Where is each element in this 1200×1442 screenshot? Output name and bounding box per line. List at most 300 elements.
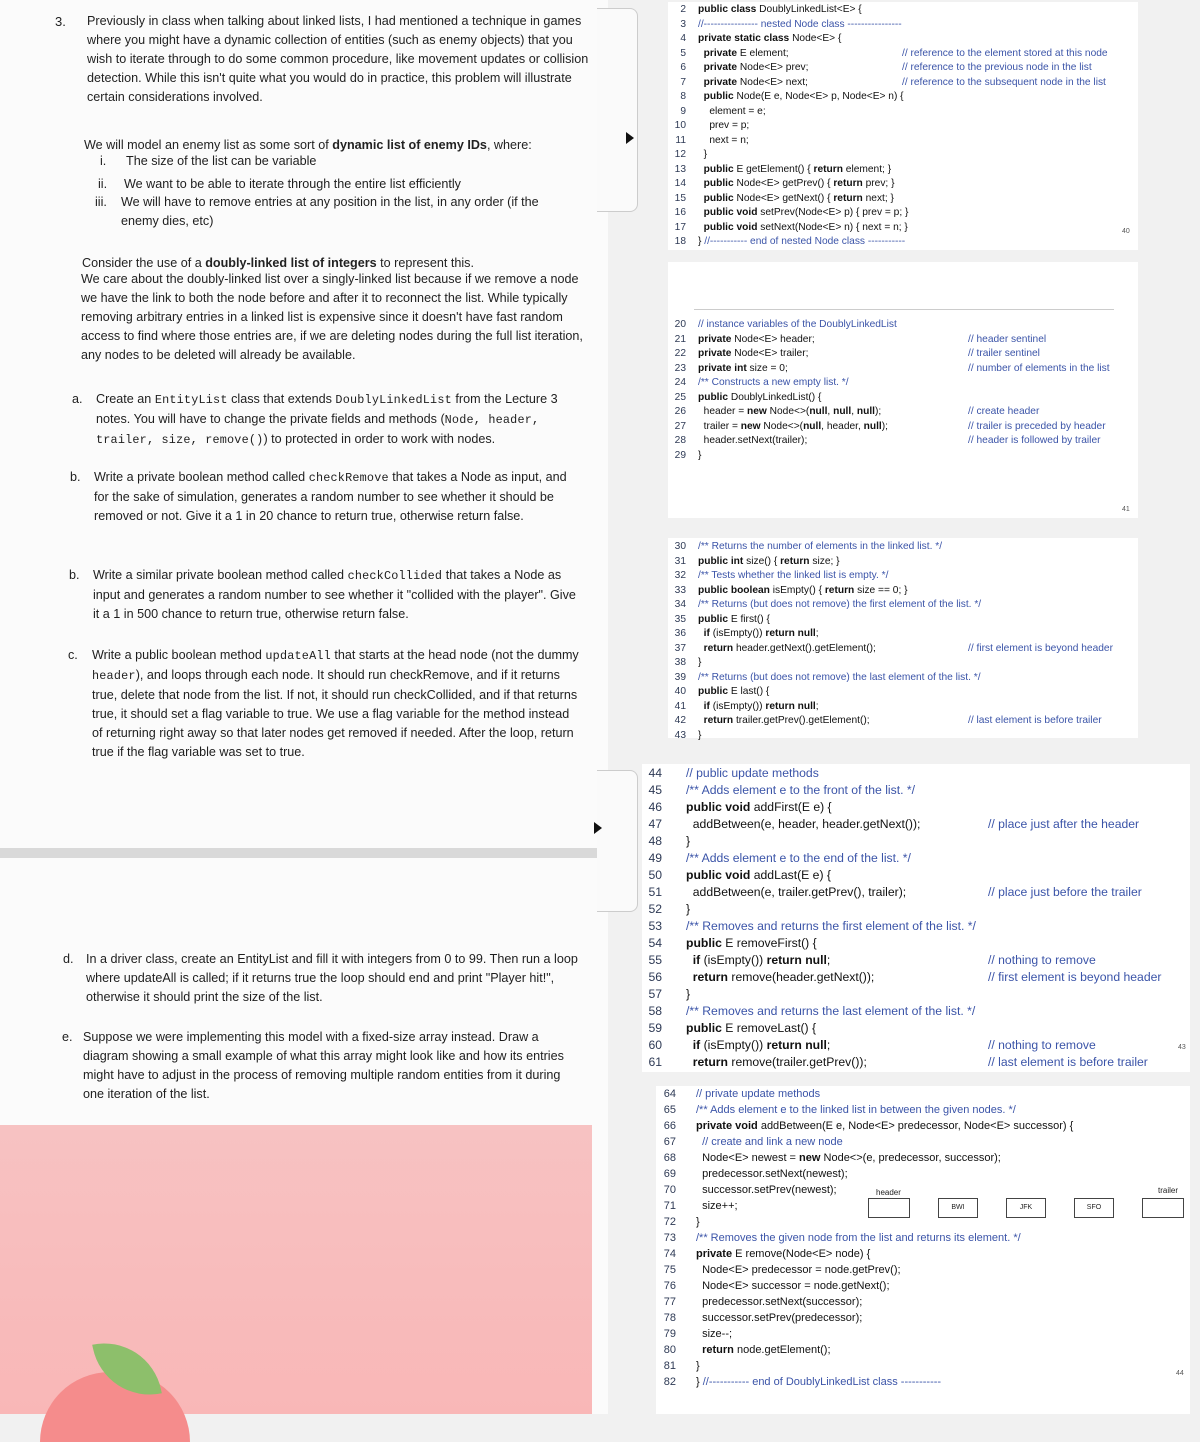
line-number: 3 — [680, 18, 686, 30]
code-text: predecessor.setNext(successor); — [696, 1296, 863, 1308]
code-line — [642, 834, 1190, 851]
code-line — [668, 19, 1138, 34]
line-number: 35 — [674, 613, 686, 625]
line-number: 68 — [663, 1152, 676, 1164]
code-line — [642, 1055, 1190, 1072]
line-number: 60 — [648, 1038, 662, 1052]
code-line — [642, 817, 1190, 834]
code-comment: // place just before the trailer — [988, 885, 1142, 899]
code-text: } — [686, 987, 691, 1001]
code-term: Node, header, trailer, size, remove() — [96, 413, 540, 447]
consider-bold: doubly-linked list of integers — [205, 256, 377, 270]
code-line — [668, 348, 1138, 363]
code-line — [668, 570, 1138, 585]
code-line — [668, 672, 1138, 687]
line-number: 75 — [663, 1264, 676, 1276]
line-number: 45 — [648, 783, 662, 797]
code-text: public E getElement() { return element; } — [703, 163, 892, 175]
code-line — [668, 421, 1138, 436]
line-number: 52 — [648, 902, 662, 916]
part-text-segment: Write a private boolean method called — [94, 470, 309, 484]
code-text: header.setNext(trailer); — [698, 435, 808, 446]
code-line — [656, 1136, 1190, 1152]
background-wash — [0, 1125, 592, 1414]
line-number: 73 — [663, 1232, 676, 1244]
code-text: } — [696, 1360, 700, 1372]
code-text: } — [686, 902, 691, 916]
code-text: /** Tests whether the linked list is empty. */ — [698, 570, 889, 581]
code-comment: // create header — [968, 406, 1040, 417]
consider-paragraph: We care about the doubly-linked list over a singly-linked list because if we remove a node we have the link to both the node before and after it to reconnect the list. While typically removing arbitrary entries in a linked list is expensive since it doesn't have fast random access to find where those entries are, if we are deleting nodes during the full list iteration, any nodes to be deleted will already be available. — [81, 272, 583, 362]
code-text: public void addLast(E e) { — [686, 868, 831, 882]
part-text: Suppose we were implementing this model with a fixed-size array instead. Draw a diagram showing a small example of what this array might look like and how its entries might have to adjust in the process of removing multiple random entities from it during one iteration of the list. — [83, 1030, 564, 1101]
code-line — [656, 1248, 1190, 1264]
line-number: 16 — [674, 207, 686, 218]
code-text: /** Adds element e to the end of the list. */ — [686, 851, 911, 865]
line-number: 23 — [674, 362, 686, 374]
code-line — [642, 987, 1190, 1004]
code-text: // private update methods — [696, 1088, 821, 1100]
code-line — [668, 392, 1138, 407]
line-number: 58 — [648, 1004, 662, 1018]
code-line — [668, 164, 1138, 179]
code-line — [642, 919, 1190, 936]
section-divider — [0, 848, 620, 858]
part-text: In a driver class, create an EntityList and fill it with integers from 0 to 99. Then run a loop where updateAll is called; if it returns true the loop should end and print "Player hit!", otherwise it should print the size of the list. — [86, 952, 578, 1004]
line-number: 42 — [674, 715, 686, 726]
code-line — [642, 868, 1190, 885]
code-text: public class DoublyLinkedList<E> { — [698, 4, 862, 15]
code-text: public Node<E> getNext() { return next; } — [703, 192, 894, 204]
code-line — [656, 1232, 1190, 1248]
requirement-item — [95, 193, 585, 233]
part-marker: e. — [62, 1030, 73, 1044]
code-line — [642, 885, 1190, 902]
line-number: 57 — [648, 987, 662, 1001]
line-number: 59 — [648, 1021, 662, 1035]
line-number: 7 — [680, 76, 686, 88]
code-text: predecessor.setNext(newest); — [696, 1168, 848, 1180]
code-line — [668, 450, 1138, 465]
code-comment: // first element is beyond header — [968, 642, 1113, 654]
part-a — [72, 390, 587, 450]
line-number: 6 — [680, 62, 686, 73]
code-line — [656, 1264, 1190, 1280]
code-text: next = n; — [698, 134, 749, 146]
code-line — [668, 135, 1138, 150]
line-number: 17 — [674, 221, 686, 233]
model-suffix: , where: — [486, 138, 532, 152]
code-text: trailer = new Node<>(null, header, null); — [698, 420, 888, 432]
requirement-marker: ii. — [98, 177, 108, 191]
trailer-node — [1142, 1198, 1184, 1218]
code-text: prev = p; — [698, 120, 750, 131]
code-term: header — [92, 669, 136, 683]
code-line — [668, 435, 1138, 450]
code-line — [642, 970, 1190, 987]
code-comment: // trailer sentinel — [968, 348, 1040, 359]
line-number: 64 — [663, 1088, 676, 1100]
line-number: 8 — [680, 91, 686, 102]
code-line — [668, 48, 1138, 63]
line-number: 40 — [674, 686, 686, 697]
header-node — [868, 1198, 910, 1218]
code-line — [668, 178, 1138, 193]
line-number: 53 — [648, 919, 662, 933]
code-line — [656, 1328, 1190, 1344]
code-comment: // nothing to remove — [988, 1038, 1096, 1052]
part-e — [62, 1028, 582, 1108]
line-number: 71 — [663, 1200, 676, 1212]
code-text: if (isEmpty()) return null; — [703, 700, 819, 712]
collapse-arrow-icon[interactable] — [594, 822, 602, 834]
code-line — [656, 1296, 1190, 1312]
requirement-item — [98, 175, 588, 195]
code-text: /** Adds element e to the front of the list. */ — [686, 783, 915, 797]
code-line — [668, 193, 1138, 208]
line-number: 69 — [663, 1168, 676, 1180]
code-term: updateAll — [265, 649, 331, 663]
code-comment: // reference to the element stored at this node — [902, 47, 1108, 59]
code-text: } — [698, 449, 702, 461]
part-text-segment: class that extends — [227, 392, 336, 406]
code-text: if (isEmpty()) return null; — [692, 1038, 831, 1052]
code-slide — [656, 1086, 1190, 1414]
code-text: addBetween(e, header, header.getNext()); — [686, 817, 921, 831]
slide-page-number: 43 — [1178, 1044, 1186, 1051]
part-b-check-remove — [70, 468, 585, 548]
line-number: 37 — [674, 642, 686, 654]
slide-bracket — [597, 770, 638, 912]
line-number: 51 — [648, 885, 662, 899]
code-text: private Node<E> header; — [698, 333, 815, 345]
code-line — [642, 766, 1190, 783]
line-number: 34 — [674, 599, 686, 610]
model-prefix: We will model an enemy list as some sort of — [84, 138, 333, 152]
code-text: return node.getElement(); — [702, 1344, 831, 1356]
part-text-segment: that takes a Node as input and generates a random number to see whether it "collided with the player". Give it a 1 in 500 chance to return true, otherwise return false. — [93, 568, 576, 621]
code-text: private static class Node<E> { — [698, 33, 842, 44]
code-line — [668, 91, 1138, 106]
line-number: 18 — [674, 236, 686, 247]
code-term: EntityList — [154, 393, 228, 407]
code-text: Node<E> predecessor = node.getPrev(); — [696, 1264, 901, 1276]
line-number: 38 — [674, 657, 686, 668]
code-text: Node<E> newest = new Node<>(e, predecessor, successor); — [696, 1152, 1001, 1164]
part-text-segment: that takes a Node as input, and for the sake of simulation, generates a random number to see whether it should be removed or not. Give it a 1 in 20 chance to return true, otherwise return false. — [94, 470, 567, 523]
part-text — [93, 566, 581, 624]
line-number: 31 — [674, 555, 686, 567]
code-term: checkRemove — [308, 471, 389, 485]
slide-page-number: 41 — [1122, 506, 1130, 513]
collapse-arrow-icon[interactable] — [626, 132, 634, 144]
code-line — [668, 686, 1138, 701]
code-text: } //----------- end of nested Node class ----------- — [698, 236, 906, 247]
code-line — [656, 1120, 1190, 1136]
part-text-segment: from the Lecture 3 notes. You will have to change the private fields and methods ( — [96, 392, 558, 426]
part-text-segment: ), and loops through each node. It should run checkRemove, and if it returns true, delete that node from the list. If not, it should run checkCollided, and if that returns true, it should set a flag variable to true. We use a flag variable for the method instead of returning right away so that later nodes get removed if needed. After the loop, return true if the flag variable was set to true. — [92, 668, 578, 759]
code-line — [656, 1088, 1190, 1104]
code-text: private Node<E> trailer; — [698, 348, 809, 359]
line-number: 47 — [648, 817, 662, 831]
code-text: /** Removes the given node from the list and returns its element. */ — [696, 1232, 1021, 1244]
line-number: 56 — [648, 970, 662, 984]
line-number: 65 — [663, 1104, 676, 1116]
node-label: JFK — [1019, 1204, 1033, 1211]
code-text: /** Returns the number of elements in the linked list. */ — [698, 541, 943, 552]
code-line — [668, 585, 1138, 600]
line-number: 55 — [648, 953, 662, 967]
code-text: public void setNext(Node<E> n) { next = n; } — [703, 221, 908, 233]
code-comment: // reference to the previous node in the list — [902, 62, 1092, 73]
code-text: //---------------- nested Node class ---------------- — [698, 18, 902, 30]
code-line — [642, 902, 1190, 919]
code-line — [668, 62, 1138, 77]
code-line — [668, 236, 1138, 251]
line-number: 9 — [680, 105, 686, 117]
node-label: BWI — [951, 1204, 965, 1211]
part-b-check-collided — [69, 566, 584, 626]
code-line — [668, 363, 1138, 378]
code-text: } //----------- end of DoublyLinkedList class ----------- — [696, 1376, 942, 1388]
slide-rule — [694, 309, 1114, 310]
code-line — [668, 377, 1138, 392]
code-line — [656, 1152, 1190, 1168]
code-text: private E remove(Node<E> node) { — [696, 1248, 871, 1260]
part-marker: b. — [69, 568, 80, 582]
code-comment: // reference to the subsequent node in the list — [902, 76, 1106, 88]
line-number: 24 — [674, 377, 686, 388]
part-marker: d. — [63, 952, 74, 966]
code-slide — [642, 764, 1190, 1072]
code-line — [668, 120, 1138, 135]
code-text: } — [698, 729, 702, 741]
code-line — [656, 1376, 1190, 1392]
line-number: 21 — [674, 333, 686, 345]
code-line — [668, 614, 1138, 629]
code-text: // instance variables of the DoublyLinkedList — [698, 319, 897, 330]
part-text-segment: Create an — [96, 392, 155, 406]
model-bold: dynamic list of enemy IDs — [332, 138, 487, 152]
code-text: /** Adds element e to the linked list in between the given nodes. */ — [696, 1104, 1016, 1116]
code-line — [642, 1021, 1190, 1038]
code-comment: // header sentinel — [968, 333, 1047, 345]
code-line — [668, 207, 1138, 222]
code-line — [656, 1280, 1190, 1296]
code-comment: // nothing to remove — [988, 953, 1096, 967]
code-line — [642, 851, 1190, 868]
code-text: private E element; — [703, 47, 789, 59]
part-c — [68, 646, 583, 766]
code-line — [668, 222, 1138, 237]
consider-prefix: Consider the use of a — [82, 256, 206, 270]
code-text: return trailer.getPrev().getElement(); — [703, 715, 870, 726]
code-line — [656, 1104, 1190, 1120]
code-text: size--; — [696, 1328, 733, 1340]
code-slide — [668, 262, 1138, 518]
code-text: public E removeLast() { — [686, 1021, 817, 1035]
code-text: /** Removes and returns the last element of the list. */ — [686, 1004, 976, 1018]
code-comment: // trailer is preceded by header — [968, 420, 1106, 432]
line-number: 11 — [675, 134, 686, 146]
line-number: 49 — [648, 851, 662, 865]
code-text: public void setPrev(Node<E> p) { prev = p; } — [703, 207, 909, 218]
code-line — [656, 1312, 1190, 1328]
part-marker: b. — [70, 470, 81, 484]
code-line — [668, 628, 1138, 643]
part-text — [94, 468, 582, 526]
code-line — [668, 541, 1138, 556]
code-line — [668, 701, 1138, 716]
part-text-segment: ) to protected in order to work with nodes. — [263, 432, 496, 446]
code-text: } — [698, 149, 708, 160]
code-comment: // place just after the header — [988, 817, 1140, 831]
line-number: 25 — [674, 391, 686, 403]
line-number: 78 — [663, 1312, 676, 1324]
code-line — [656, 1168, 1190, 1184]
code-line — [668, 715, 1138, 730]
slide-page-number: 40 — [1122, 228, 1130, 235]
line-number: 33 — [674, 584, 686, 596]
code-text: return header.getNext().getElement(); — [703, 642, 876, 654]
line-number: 74 — [663, 1248, 676, 1260]
code-line — [642, 936, 1190, 953]
code-comment: // first element is beyond header — [988, 970, 1162, 984]
code-line — [668, 334, 1138, 349]
code-text: private void addBetween(E e, Node<E> predecessor, Node<E> successor) { — [696, 1120, 1074, 1132]
list-node — [1006, 1198, 1046, 1218]
code-comment: // number of elements in the list — [968, 362, 1110, 374]
line-number: 27 — [674, 420, 686, 432]
line-number: 13 — [674, 163, 686, 175]
line-number: 41 — [674, 700, 686, 712]
code-line — [642, 1038, 1190, 1055]
list-node — [1074, 1198, 1114, 1218]
line-number: 54 — [648, 936, 662, 950]
line-number: 82 — [663, 1376, 676, 1388]
code-text: successor.setPrev(newest); — [696, 1184, 837, 1196]
code-text: // create and link a new node — [696, 1136, 843, 1148]
code-text: element = e; — [698, 105, 766, 117]
line-number: 67 — [663, 1136, 676, 1148]
line-number: 22 — [674, 348, 686, 359]
code-line — [668, 106, 1138, 121]
code-text: } — [698, 657, 702, 668]
trailer-label: trailer — [1158, 1186, 1179, 1195]
line-number: 39 — [674, 671, 686, 683]
line-number: 80 — [663, 1344, 676, 1356]
code-line — [642, 953, 1190, 970]
slide-page-number: 44 — [1176, 1370, 1184, 1377]
part-marker: a. — [72, 392, 83, 406]
question-number: 3. — [55, 14, 66, 29]
code-line — [668, 33, 1138, 48]
code-text: /** Removes and returns the first element of the list. */ — [686, 919, 976, 933]
requirement-marker: iii. — [95, 195, 107, 209]
line-number: 30 — [674, 541, 686, 552]
line-number: 10 — [674, 120, 686, 131]
code-line — [668, 556, 1138, 571]
code-text: size++; — [696, 1200, 738, 1212]
code-term: checkCollided — [347, 569, 443, 583]
part-text-segment: Write a similar private boolean method called — [93, 568, 348, 582]
code-text: private int size = 0; — [698, 362, 788, 374]
code-line — [656, 1360, 1190, 1376]
line-number: 2 — [680, 4, 686, 15]
code-text: Node<E> successor = node.getNext(); — [696, 1280, 890, 1292]
code-line — [656, 1344, 1190, 1360]
code-slide — [668, 538, 1138, 741]
code-slide — [668, 2, 1138, 250]
code-line — [668, 730, 1138, 745]
line-number: 5 — [680, 47, 686, 59]
part-text — [96, 390, 584, 450]
requirement-item — [100, 152, 590, 172]
code-text: /** Constructs a new empty list. */ — [698, 377, 849, 388]
part-marker: c. — [68, 648, 78, 662]
code-text: header = new Node<>(null, null, null); — [698, 406, 882, 417]
line-number: 61 — [648, 1055, 662, 1069]
code-text: successor.setPrev(predecessor); — [696, 1312, 863, 1324]
line-number: 43 — [674, 729, 686, 741]
code-line — [668, 657, 1138, 672]
line-number: 66 — [663, 1120, 676, 1132]
part-text-segment: that starts at the head node (not the dummy — [330, 648, 579, 662]
code-text: // public update methods — [686, 766, 819, 780]
consider-suffix: to represent this. — [376, 256, 474, 270]
code-text: /** Returns (but does not remove) the first element of the list. */ — [698, 599, 982, 610]
line-number: 20 — [674, 319, 686, 330]
line-number: 46 — [648, 800, 662, 814]
line-number: 28 — [674, 435, 686, 446]
code-line — [668, 406, 1138, 421]
code-line — [668, 149, 1138, 164]
line-number: 79 — [663, 1328, 676, 1340]
code-term: DoublyLinkedList — [335, 393, 452, 407]
code-text: public E last() { — [698, 686, 770, 697]
line-number: 70 — [663, 1184, 676, 1196]
code-line — [668, 319, 1138, 334]
code-text: return remove(trailer.getPrev()); — [692, 1055, 867, 1069]
intro-paragraph: Previously in class when talking about linked lists, I had mentioned a technique in games where you might have a dynamic collection of entities (such as enemy objects) that you wish to iterate through to do some common procedure, like movement updates or collision detection. While this isn't quite what you would do in practice, this problem will illustrate certain considerations involved. — [87, 14, 589, 104]
requirement-text: We will have to remove entries at any position in the list, in any order (if the enemy dies, etc) — [121, 195, 539, 228]
code-text: if (isEmpty()) return null; — [703, 628, 819, 639]
code-text: public DoublyLinkedList() { — [698, 391, 822, 403]
requirement-marker: i. — [100, 154, 107, 168]
line-number: 48 — [648, 834, 662, 848]
code-comment: // last element is before trailer — [988, 1055, 1148, 1069]
code-text: public Node<E> getPrev() { return prev; } — [703, 178, 895, 189]
line-number: 4 — [680, 33, 686, 44]
code-text: } — [686, 834, 691, 848]
code-text: public E removeFirst() { — [686, 936, 817, 950]
line-number: 50 — [648, 868, 662, 882]
code-text: addBetween(e, trailer.getPrev(), trailer); — [686, 885, 907, 899]
code-line — [668, 643, 1138, 658]
requirement-text: The size of the list can be variable — [126, 154, 317, 168]
code-text: } — [696, 1216, 700, 1228]
linked-list-diagram — [866, 1186, 1188, 1220]
code-text: private Node<E> next; — [703, 76, 808, 88]
header-label: header — [876, 1188, 901, 1197]
line-number: 72 — [663, 1216, 676, 1228]
code-text: public E first() { — [698, 613, 770, 625]
node-label: SFO — [1086, 1204, 1102, 1211]
requirement-text: We want to be able to iterate through the entire list efficiently — [124, 177, 461, 191]
code-text: private Node<E> prev; — [703, 62, 809, 73]
line-number: 36 — [674, 628, 686, 639]
slide-bracket — [597, 8, 638, 212]
